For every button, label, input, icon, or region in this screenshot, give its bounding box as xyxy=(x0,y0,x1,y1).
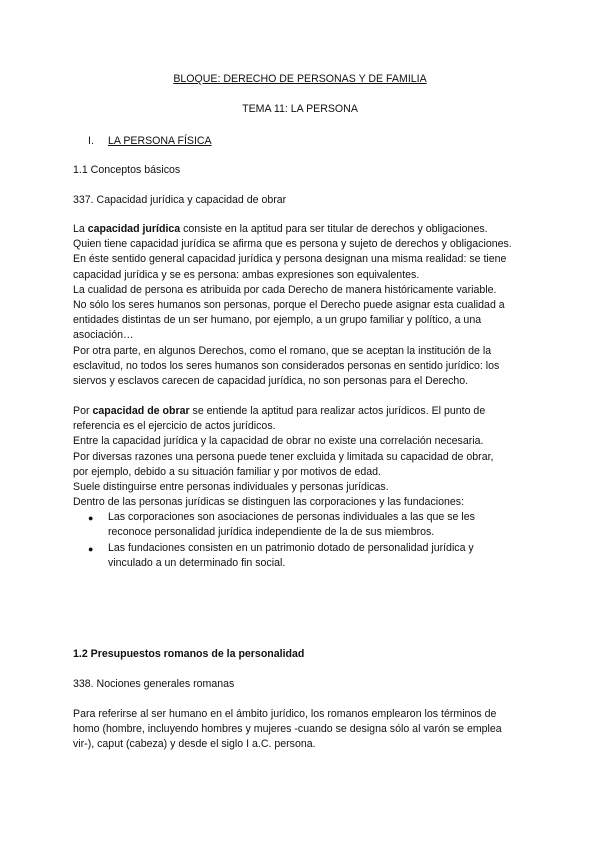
block-title: BLOQUE: DERECHO DE PERSONAS Y DE FAMILIA xyxy=(173,73,427,85)
paragraph-line: Por diversas razones una persona puede tener excluida y limitada su capacidad de obrar, xyxy=(73,450,494,463)
subsection-1-2-title: 1.2 Presupuestos romanos de la personalidad xyxy=(73,648,305,660)
bullet-line: Las corporaciones son asociaciones de personas individuales a las que se les xyxy=(108,511,475,523)
paragraph-line: entidades distintas de un ser humano, por ejemplo, a un grupo familiar y político, a una xyxy=(73,314,482,327)
bullet-line: Las fundaciones consisten en un patrimonio dotado de personalidad jurídica y xyxy=(108,542,474,554)
bold-term: capacidad de obrar xyxy=(92,405,190,417)
paragraph-line: La cualidad de persona es atribuida por cada Derecho de manera históricamente variable. xyxy=(73,283,497,296)
paragraph-line: En éste sentido general capacidad jurídica y persona designan una misma realidad: se tiene xyxy=(73,253,507,266)
bullet-line: vinculado a un determinado fin social. xyxy=(108,557,286,570)
paragraph-line: asociación… xyxy=(73,329,134,342)
text-run: Por xyxy=(73,405,93,417)
paragraph-line xyxy=(73,222,533,237)
paragraph-capacidad-obrar xyxy=(73,404,533,510)
topic-title: TEMA 11: LA PERSONA xyxy=(242,103,358,115)
heading-338: 338. Nociones generales romanas xyxy=(73,678,235,690)
paragraph-line: Por otra parte, en algunos Derechos, como el romano, que se aceptan la institución de la xyxy=(73,344,492,357)
text-run: consiste en la aptitud para ser titular de derechos y obligaciones. xyxy=(180,223,488,235)
heading-337: 337. Capacidad jurídica y capacidad de obrar xyxy=(73,194,287,206)
text-run: se entiende la aptitud para realizar actos jurídicos. El punto de xyxy=(189,405,486,417)
bullet-icon: ● xyxy=(88,513,94,523)
paragraph-line: Quien tiene capacidad jurídica se afirma que es persona y sujeto de derechos y obligaciones. xyxy=(73,238,512,251)
paragraph-line: referencia es el ejercicio de actos jurídicos. xyxy=(73,420,276,433)
paragraph-line: Dentro de las personas jurídicas se distinguen las corporaciones y las fundaciones: xyxy=(73,496,465,509)
paragraph-line: Para referirse al ser humano en el ámbito jurídico, los romanos emplearon los términos de xyxy=(73,708,497,720)
bullet-item-fundaciones xyxy=(108,541,474,571)
paragraph-line: vir-), caput (cabeza) y desde el siglo I a.C. persona. xyxy=(73,738,316,751)
paragraph-line xyxy=(73,404,533,419)
paragraph-line: siervos y esclavos carecen de capacidad jurídica, no son personas para el Derecho. xyxy=(73,375,469,388)
bullet-item-corporaciones xyxy=(108,510,475,540)
paragraph-nociones xyxy=(73,707,533,753)
section-title: LA PERSONA FÍSICA xyxy=(108,135,212,147)
paragraph-line: Suele distinguirse entre personas individuales y personas jurídicas. xyxy=(73,481,389,494)
paragraph-line: homo (hombre, incluyendo hombres y mujeres -cuando se designa sólo al varón se emplea xyxy=(73,723,502,736)
paragraph-line: por ejemplo, debido a su situación familiar y por motivos de edad. xyxy=(73,465,381,478)
bullet-icon: ● xyxy=(88,544,94,554)
section-numeral: I. xyxy=(88,135,94,147)
text-run: La xyxy=(73,223,88,235)
bullet-line: reconoce personalidad jurídica independiente de la de sus miembros. xyxy=(108,526,435,539)
paragraph-line: Entre la capacidad jurídica y la capacidad de obrar no existe una correlación necesaria. xyxy=(73,435,484,448)
subsection-1-1-title: 1.1 Conceptos básicos xyxy=(73,164,181,176)
paragraph-line: capacidad jurídica y se es persona: ambas expresiones son equivalentes. xyxy=(73,268,420,281)
paragraph-line: esclavitud, no todos los seres humanos son considerados personas en sentido jurídico: los xyxy=(73,359,500,372)
paragraph-line: No sólo los seres humanos son personas, porque el Derecho puede asignar esta cualidad a xyxy=(73,299,505,312)
paragraph-capacidad-juridica xyxy=(73,222,533,389)
bold-term: capacidad jurídica xyxy=(87,223,181,235)
